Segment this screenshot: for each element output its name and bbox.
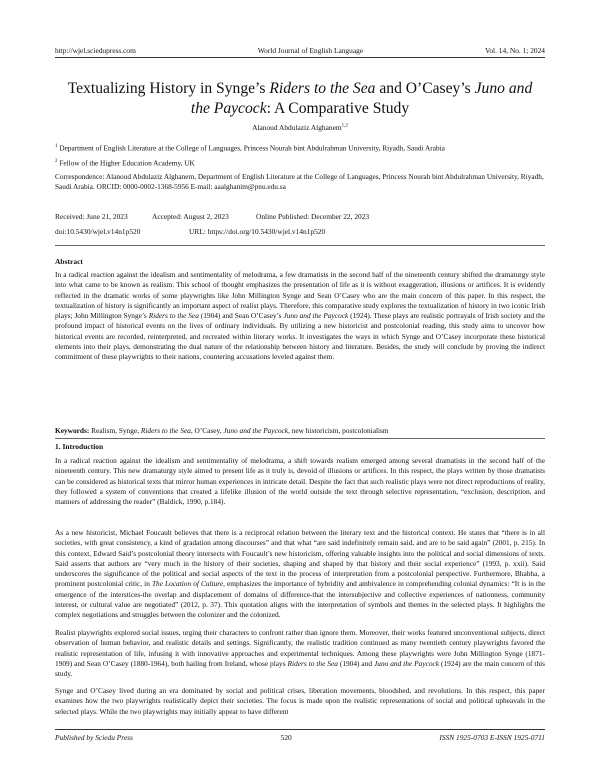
article-title: Textualizing History in Synge’s Riders to the Sea and O’Casey’s Juno and the Paycock: A Comparative Study <box>67 80 533 117</box>
correspondence: Correspondence: Alanoud Abdulaziz Alghanem, Department of English Literature at the College of Languages, Princess Nourah bint Abdulrahman University, Riyadh, Saudi Arabia. ORCID: 0000-0002-1368-5956 E-mail: aaalghanim@pnu.edu.sa <box>55 172 544 192</box>
title-work-1: Riders to the Sea <box>269 80 376 97</box>
header-rule <box>55 57 545 58</box>
published-date: Online Published: December 22, 2023 <box>256 212 370 221</box>
intro-paragraph-1: In a radical reaction against the idealism and sentimentality of melodrama, a shift towards realism emerged among several dramatists in the second half of the nineteenth century. This new dramaturgy style aimed to present life as it truly is, devoid of illusions or artifices. In this respect, the plays written by those dramatists can be considered as historical texts that mirror human experiences in intricate detail. Despite the fact that such realistic plays were not direct reproductions of reality, they followed a system of conventions that created a lifelike illusion of the world outside the text through selective representation, “exclusion, description, and manners of addressing the reader” (Baldick, 1990, p.184). <box>55 456 545 506</box>
introduction-heading: 1. Introduction <box>55 442 104 451</box>
affiliation-1: $^1$ Department of English Literature at the College of Languages, Princess Nourah bint Abdulrahman University, Riyadh, Saudi Arabia <box>55 143 445 153</box>
intro-paragraph-2: As a new historicist, Michael Foucault believes that there is a reciprocal relation between the literary text and the historical context. He states that “there is in all societies, with great consistency, a kind of gradation among discourses” and that what “are said indefinitely remain said, and are to be said again” (2001, p. 215). In this context, Edward Said’s postcolonial theory intersects with Foucault’s new historicism, offering valuable insights into the political and social dimensions of texts. Said asserts that authors are “very much in the history of their societies, shaping and shaped by that history and their social experience” (1993, p. xxii). Said underscores the significance of the political and social aspects of the text in the process of interpretation from a postcolonial perspective. Furthermore, Bhabha, a prominent postcolonial critic, in The Location of Culture, emphasizes the importance of hybridity and ambivalence in comprehending colonial dynamics: “It is in the emergence of the interstices-the overlap and displacement of domains of difference-that the intersubjective and collective experiences of nationness, community interest, or cultural value are negotiated” (2012, p. 37). This quotation aligns with the interpretation of symbols and themes in the selected plays. It highlights the complex negotiations and struggles between the colonizer and the colonized. <box>55 528 546 619</box>
footer-page-number: 520 <box>280 733 292 742</box>
received-date: Received: June 21, 2023 <box>55 212 128 221</box>
intro-paragraph-4: Synge and O’Casey lived during an era dominated by social and political crises, liberation movements, bloodshed, and revolutions. In this respect, this paper examines how the two playwrights realistically depict their societies. The focus is made upon the realistic representations of social and political upheavals in the selected plays. While the two playwrights may initially appear to have different <box>55 686 545 716</box>
running-header <box>55 46 545 55</box>
abstract-top-rule <box>55 245 545 246</box>
keywords-bottom-rule <box>55 438 545 439</box>
author-name: Alanoud Abdulaziz Alghanem <box>252 123 342 132</box>
footer-rule <box>55 729 545 730</box>
affiliation-2: $^2$ Fellow of the Higher Education Academy, UK <box>55 158 195 168</box>
title-work-2: Juno and the Paycock <box>190 80 533 117</box>
doi-line <box>55 227 545 236</box>
accepted-date: Accepted: August 2, 2023 <box>152 212 229 221</box>
journal-name: World Journal of English Language <box>257 46 364 55</box>
author-line <box>55 123 545 132</box>
volume-info: Vol. 14, No. 1; 2024 <box>484 46 545 55</box>
journal-url-link[interactable]: http://wjel.sciedupress.com <box>55 46 136 55</box>
footer-issn: ISSN 1925-0703 E-ISSN 1925-0711 <box>439 733 545 742</box>
footer-publisher: Published by Sciedu Press <box>55 733 133 742</box>
keywords-line: Keywords: Realism, Synge, Riders to the Sea, O’Casey, Juno and the Paycock, new historicism, postcolonialism <box>55 426 389 435</box>
doi-text: doi:10.5430/wjel.v14n1p520 <box>55 227 141 236</box>
publication-dates <box>55 212 545 221</box>
doi-url-link[interactable]: URL: https://doi.org/10.5430/wjel.v14n1p520 <box>189 227 326 236</box>
abstract-heading: Abstract <box>55 257 83 266</box>
intro-paragraph-3: Realist playwrights explored social issues, urging their characters to confront rather than ignore them. Moreover, their works featured unconventional subjects, direct observation of human behavior, and realistic details and settings. Significantly, the realistic tradition continued as many twentieth century playwrights favored the realistic representation of life, infusing it with innovative approaches and experimental techniques. Among these playwrights were John Millington Synge (1871-1909) and Sean O’Casey (1880-1964), both hailing from Ireland, whose plays Riders to the Sea (1904) and Juno and the Paycock (1924) are the main concern of this study. <box>55 628 546 678</box>
page-footer <box>55 733 545 742</box>
abstract-body: In a radical reaction against the idealism and sentimentality of melodrama, a few dramatists in the second half of the nineteenth century shifted the dramaturgy style into what came to be known as realism. This school of thought emphasizes the presentation of life as it is without exaggeration, illusions or artifices. It is evidently reflected in the dramatic works of some playwrights like John Millington Synge and Sean O’Casey who are the main concern of this paper. In this respect, the textualization of history is significantly an important aspect of realist plays. Therefore, this comparative study explores the textualization of history in two iconic Irish plays; John Millington Synge’s Riders to the Sea (1904) and Sean O’Casey’s Juno and the Paycock (1924). These plays are realistic portrayals of Irish society and the profound impact of historical events on the lives of ordinary individuals. By utilizing a new historicist and postcolonial reading, this study aims to uncover how historical events are recorded, reinterpreted, and recreated within literary works. It investigates the ways in which Synge and O’Casey incorporate these historical elements into their plays, demonstrating the dual nature of the relationship between history and literature. Besides, the study will conclude by proving the indirect commitment of these playwrights to their nations, countering accusations leveled against them. <box>55 270 546 361</box>
author-affil-marker: 1,2 <box>341 123 348 129</box>
